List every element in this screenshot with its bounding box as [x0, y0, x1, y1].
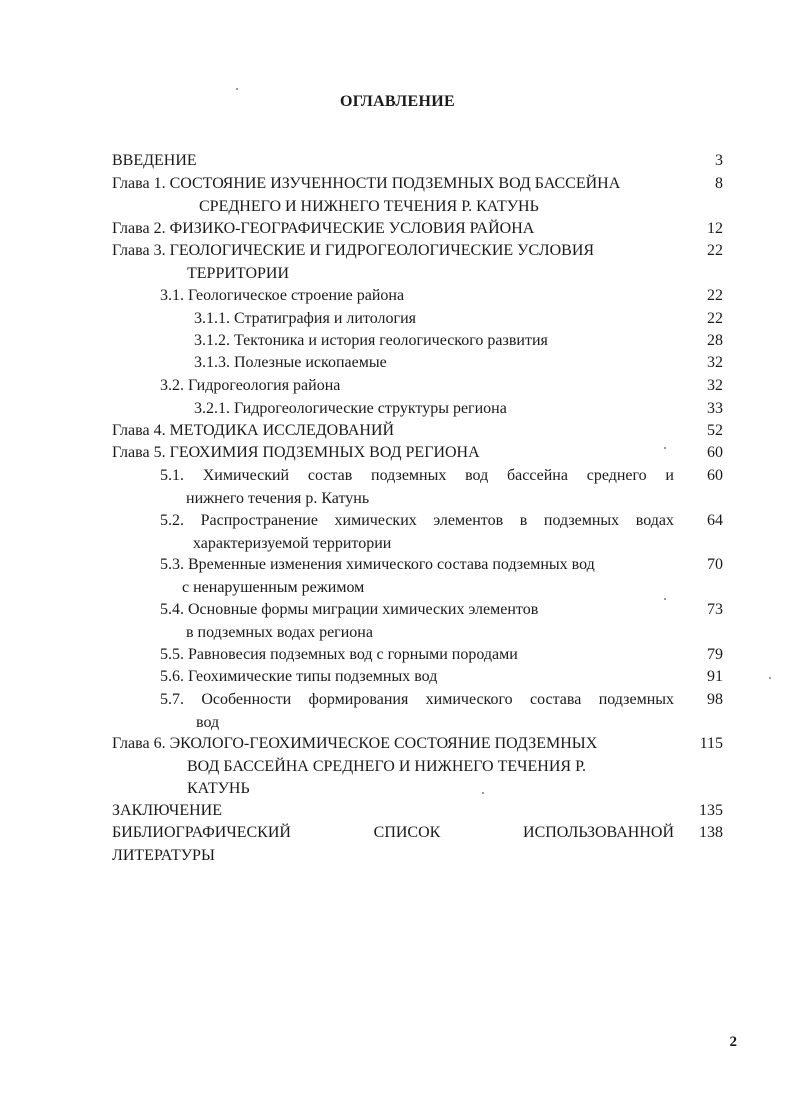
toc-page-number: 60 [707, 467, 723, 484]
toc-page-number: 91 [707, 668, 723, 685]
toc-page-number: 60 [707, 444, 723, 461]
toc-entry-title: БИБЛИОГРАФИЧЕСКИЙ СПИСОК ИСПОЛЬЗОВАННОЙ [112, 824, 674, 841]
toc-entry-title: Глава 2. ФИЗИКО-ГЕОГРАФИЧЕСКИЕ УСЛОВИЯ РАЙОНА [112, 220, 535, 237]
toc-entry-conclusion[interactable] [112, 800, 682, 823]
scan-speck [482, 792, 484, 794]
toc-entry-section-5-2[interactable] [160, 510, 674, 555]
toc-entry-title: 3.1.2. Тектоника и история геологического развития [194, 332, 548, 349]
page-title: ОГЛАВЛЕНИЕ [340, 93, 455, 110]
toc-page-number: 22 [707, 242, 723, 259]
toc-page-number: 12 [707, 220, 723, 237]
toc-entry-title-continuation: ЛИТЕРАТУРЫ [112, 846, 215, 864]
toc-entry-title: Глава 3. ГЕОЛОГИЧЕСКИЕ И ГИДРОГЕОЛОГИЧЕСКИЕ УСЛОВИЯ [112, 242, 595, 259]
toc-entry-title: 3.1.3. Полезные ископаемые [194, 354, 387, 371]
toc-page-number: 22 [707, 287, 723, 304]
scan-speck [664, 447, 666, 449]
toc-entry-title-continuation: с ненарушенным режимом [182, 578, 365, 596]
toc-entry-title-continuation: ВОД БАССЕЙНА СРЕДНЕГО И НИЖНЕГО ТЕЧЕНИЯ Р. [187, 757, 586, 775]
toc-page-number: 135 [699, 802, 723, 819]
toc-entry-section-5-1[interactable] [160, 465, 674, 510]
toc-entry-title: 3.1.1. Стратиграфия и литология [194, 310, 416, 327]
toc-entry-section-3-1-3[interactable] [194, 352, 664, 375]
toc-entry-title-continuation: в подземных водах региона [186, 623, 373, 641]
toc-page-number: 22 [707, 310, 723, 327]
toc-page-number: 28 [707, 332, 723, 349]
toc-entry-section-5-5[interactable] [160, 644, 674, 667]
toc-page-number: 70 [707, 556, 723, 573]
toc-entry-chapter-2[interactable] [112, 218, 682, 241]
toc-entry-chapter-1[interactable] [112, 173, 682, 218]
toc-page-number: 64 [707, 512, 723, 529]
toc-entry-title: 5.2. Распространение химических элементов в подземных водах [160, 512, 674, 529]
toc-entry-title: Глава 1. СОСТОЯНИЕ ИЗУЧЕННОСТИ ПОДЗЕМНЫХ ВОД БАССЕЙНА [112, 175, 621, 192]
toc-entry-title: 5.1. Химический состав подземных вод бассейна среднего и [160, 467, 674, 484]
toc-entry-section-3-1-1[interactable] [194, 308, 664, 331]
toc-entry-title: 3.1. Геологическое строение района [160, 287, 405, 304]
toc-entry-title: ВВЕДЕНИЕ [112, 152, 197, 169]
toc-page-number: 115 [699, 735, 723, 752]
toc-entry-chapter-4[interactable] [112, 420, 682, 443]
toc-entry-title-continuation: ТЕРРИТОРИИ [187, 264, 290, 282]
toc-page-number: 98 [707, 691, 723, 708]
scan-speck [236, 88, 238, 90]
toc-entry-title: 5.5. Равновесия подземных вод с горными породами [160, 646, 518, 663]
toc-entry-title-continuation: КАТУНЬ [187, 780, 250, 797]
scan-speck [664, 598, 666, 600]
toc-entry-section-5-7[interactable] [160, 689, 674, 734]
toc-entry-title-continuation: нижнего течения р. Катунь [186, 489, 370, 507]
scan-speck [769, 677, 771, 679]
toc-entry-title: 5.6. Геохимические типы подземных вод [160, 668, 438, 685]
toc-entry-title: 5.3. Временные изменения химического состава подземных вод [160, 556, 595, 573]
toc-entry-title-continuation: вод [196, 713, 220, 731]
toc-page-number: 52 [707, 422, 723, 439]
toc-entry-section-3-2-1[interactable] [194, 398, 664, 421]
toc-entry-chapter-3[interactable] [112, 240, 682, 285]
toc-entry-bibliography[interactable] [112, 822, 674, 867]
toc-entry-title: Глава 5. ГЕОХИМИЯ ПОДЗЕМНЫХ ВОД РЕГИОНА [112, 444, 480, 461]
toc-entry-chapter-6[interactable] [112, 733, 682, 801]
toc-entry-section-3-2[interactable] [160, 375, 660, 398]
toc-page-number: 138 [699, 824, 723, 841]
toc-entry-section-5-6[interactable] [160, 666, 674, 689]
toc-entry-title-continuation: характеризуемой территории [193, 534, 392, 552]
toc-entry-title: Глава 4. МЕТОДИКА ИССЛЕДОВАНИЙ [112, 422, 395, 439]
toc-entry-title: ЗАКЛЮЧЕНИЕ [112, 802, 222, 819]
toc-page-number: 79 [707, 646, 723, 663]
toc-page-number: 8 [715, 175, 723, 192]
toc-entry-title: 5.7. Особенности формирования химического состава подземных [160, 691, 674, 708]
toc-entry-title: 3.2. Гидрогеология района [160, 377, 341, 394]
toc-entry-section-3-1-2[interactable] [194, 330, 664, 353]
page-number: 2 [729, 1034, 737, 1050]
toc-entry-title: 3.2.1. Гидрогеологические структуры региона [194, 400, 507, 417]
toc-page-number: 73 [707, 601, 723, 618]
toc-entry-chapter-5[interactable] [112, 442, 682, 465]
toc-entry-title: 5.4. Основные формы миграции химических элементов [160, 601, 539, 618]
toc-page-number: 33 [707, 400, 723, 417]
toc-entry-section-5-4[interactable] [160, 599, 674, 644]
toc-page-number: 3 [715, 152, 723, 169]
toc-page-number: 32 [707, 354, 723, 371]
toc-entry-title: Глава 6. ЭКОЛОГО-ГЕОХИМИЧЕСКОЕ СОСТОЯНИЕ ПОДЗЕМНЫХ [112, 735, 598, 752]
toc-entry-introduction[interactable] [112, 150, 677, 173]
toc-entry-section-5-3[interactable] [160, 554, 674, 599]
toc-entry-title-continuation: СРЕДНЕГО И НИЖНЕГО ТЕЧЕНИЯ Р. КАТУНЬ [199, 197, 539, 215]
toc-entry-section-3-1[interactable] [160, 285, 660, 308]
toc-page-number: 32 [707, 377, 723, 394]
